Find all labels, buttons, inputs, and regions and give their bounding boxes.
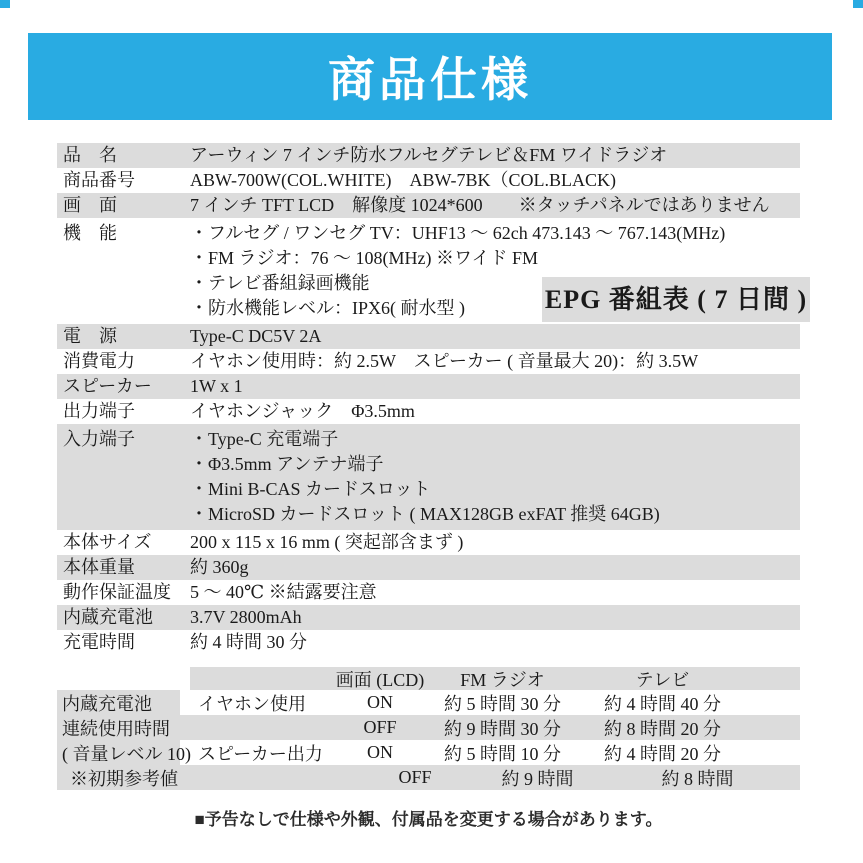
spec-label: 機 能 — [63, 223, 117, 243]
battery-lcd-cell: OFF — [398, 767, 432, 787]
spec-label: 品 名 — [63, 145, 117, 165]
spec-label: 充電時間 — [63, 632, 135, 652]
spec-row-battery — [57, 605, 800, 630]
spec-row-model-number — [57, 168, 800, 193]
battery-row-label: ( 音量レベル 10) — [57, 740, 180, 765]
spec-value: Type-C DC5V 2A — [190, 326, 322, 346]
spec-label: 画 面 — [63, 195, 117, 215]
spec-label: 本体重量 — [63, 557, 135, 577]
spec-row-functions — [57, 218, 808, 324]
corner-accent-right — [853, 0, 863, 8]
battery-row-speaker-on — [57, 740, 800, 765]
battery-fm-cell: 約 5 時間 30 分 — [444, 693, 561, 714]
corner-accent-left — [0, 0, 10, 8]
spec-value: アーウィン 7 インチ防水フルセグテレビ＆FM ワイドラジオ — [190, 145, 668, 165]
spec-row-speaker — [57, 374, 800, 399]
spec-value: 200 x 115 x 16 mm ( 突起部含まず ) — [190, 532, 464, 552]
battery-tv-cell: 約 8 時間 — [661, 768, 734, 789]
spec-label: 入力端子 — [63, 429, 135, 449]
spec-value-lines — [190, 424, 800, 530]
spec-value: イヤホンジャック Φ3.5mm — [190, 401, 415, 421]
battery-usage-cell: スピーカー出力 — [198, 743, 323, 764]
battery-col-header-fm: FM ラジオ — [460, 669, 545, 690]
battery-lcd-cell: ON — [367, 742, 393, 762]
spec-label: 電 源 — [63, 326, 117, 346]
spec-value: 約 4 時間 30 分 — [190, 632, 307, 652]
battery-row-label: 連続使用時間 — [57, 715, 180, 740]
input-terminal-line: ・Mini B-CAS カードスロット — [190, 479, 431, 499]
battery-time-table — [57, 667, 800, 790]
input-terminal-line: ・Type-C 充電端子 — [190, 429, 339, 449]
battery-lcd-cell: ON — [367, 692, 393, 712]
spec-label: 内蔵充電池 — [63, 607, 153, 627]
battery-row-label: 内蔵充電池 — [57, 690, 180, 715]
spec-value: 5 ～ 40℃ ※結露要注意 — [190, 582, 377, 602]
table-gap — [180, 740, 190, 765]
spec-value: ABW-700W(COL.WHITE) ABW-7BK（COL.BLACK) — [190, 170, 616, 190]
spec-row-power — [57, 324, 800, 349]
feature-line: ・防水機能レベル：IPX6( 耐水型 ) — [190, 298, 465, 318]
battery-tv-cell: 約 4 時間 40 分 — [604, 693, 721, 714]
page-title: 商品仕様 — [328, 53, 532, 106]
spec-row-charge-time — [57, 630, 800, 655]
spec-value: 3.7V 2800mAh — [190, 607, 302, 627]
spec-row-output-jack — [57, 399, 800, 424]
feature-line: ・FM ラジオ：76 ～ 108(MHz) ※ワイド FM — [190, 248, 538, 268]
battery-fm-cell: 約 9 時間 — [501, 768, 574, 789]
feature-line: ・フルセグ / ワンセグ TV：UHF13 ～ 62ch 473.143 ～ 767.143(MHz) — [190, 223, 726, 243]
table-gap — [180, 765, 190, 790]
spec-label: 本体サイズ — [63, 532, 152, 552]
battery-fm-cell: 約 9 時間 30 分 — [444, 718, 561, 739]
spec-row-weight — [57, 555, 800, 580]
spec-value: 7 インチ TFT LCD 解像度 1024*600 ※タッチパネルではありません — [190, 195, 770, 215]
spec-row-input-terminals — [57, 424, 800, 530]
battery-row-cells — [190, 765, 800, 790]
battery-row-cells — [190, 690, 800, 715]
table-gap — [180, 715, 190, 740]
battery-row-cells — [190, 740, 800, 765]
input-terminal-line: ・MicroSD カードスロット ( MAX128GB exFAT 推奨 64GB) — [190, 504, 660, 524]
spec-row-screen — [57, 193, 800, 218]
battery-row-speaker-off — [57, 765, 800, 790]
spec-row-product-name — [57, 143, 800, 168]
battery-tv-cell: 約 8 時間 20 分 — [604, 718, 721, 739]
spec-label: 商品番号 — [63, 170, 135, 190]
input-terminal-line: ・Φ3.5mm アンテナ端子 — [190, 454, 384, 474]
spec-label: 動作保証温度 — [63, 582, 171, 602]
spec-value: 1W x 1 — [190, 376, 243, 396]
epg-badge: EPG 番組表 ( 7 日間 ) — [542, 277, 810, 322]
spec-label: 消費電力 — [63, 351, 135, 371]
battery-lcd-cell: OFF — [363, 717, 397, 737]
battery-tv-cell: 約 4 時間 20 分 — [604, 743, 721, 764]
battery-header-row — [190, 667, 800, 690]
battery-row-label: ※初期参考値 — [57, 765, 180, 790]
battery-usage-cell: イヤホン使用 — [198, 693, 306, 714]
battery-row-earphone-on — [57, 690, 800, 715]
battery-col-header-lcd: 画面 (LCD) — [335, 669, 425, 690]
title-banner — [28, 33, 832, 120]
spec-label: スピーカー — [63, 376, 152, 396]
spec-value: 約 360g — [190, 557, 249, 577]
spec-row-body-size — [57, 530, 800, 555]
feature-line: ・テレビ番組録画機能 — [190, 273, 370, 293]
battery-row-cells — [190, 715, 800, 740]
spec-row-power-consumption — [57, 349, 800, 374]
battery-row-earphone-off — [57, 715, 800, 740]
table-gap — [180, 690, 190, 715]
battery-fm-cell: 約 5 時間 10 分 — [444, 743, 561, 764]
battery-col-header-tv: テレビ — [635, 669, 690, 690]
spec-row-operating-temp — [57, 580, 800, 605]
spec-value: イヤホン使用時：約 2.5W スピーカー ( 音量最大 20)：約 3.5W — [190, 351, 699, 371]
spec-table — [57, 143, 808, 655]
footer-note: ■予告なしで仕様や外観、付属品を変更する場合があります。 — [194, 810, 663, 829]
spec-label: 出力端子 — [63, 401, 135, 421]
